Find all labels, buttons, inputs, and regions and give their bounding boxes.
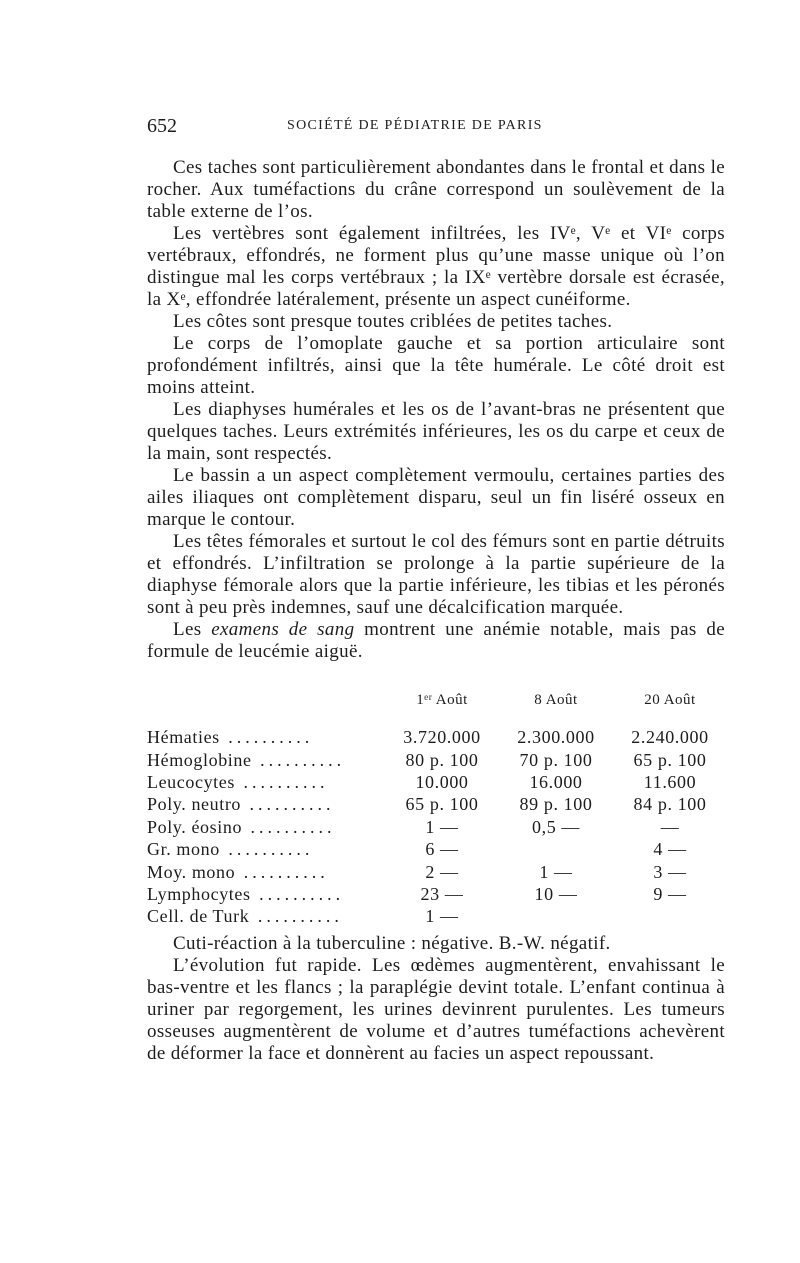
leader-dots: .......... — [249, 906, 343, 927]
paragraph: Les côtes sont presque toutes criblées de petites taches. — [173, 311, 613, 332]
value-cell: 2 — — [425, 861, 459, 882]
value-cell — [497, 838, 615, 860]
page-header — [147, 115, 725, 137]
row-label: Gr. mono — [147, 839, 220, 860]
row-label-cell — [147, 860, 387, 882]
value-cell — [497, 905, 615, 927]
blood-table-wrap — [147, 692, 725, 928]
leader-dots: .......... — [251, 749, 346, 770]
value-cell: 10.000 — [415, 771, 469, 792]
value-cell: 23 — — [420, 883, 464, 904]
value-cell: 1 — — [425, 906, 459, 927]
paragraph: Cuti-réaction à la tuberculine : négative. B.-W. négatif. — [173, 933, 611, 954]
row-label: Cell. de Turk — [147, 906, 250, 927]
value-cell: 80 p. 100 — [405, 749, 479, 770]
leader-dots: .......... — [234, 771, 329, 792]
value-cell: 2.300.000 — [517, 727, 595, 748]
value-cell: — — [660, 816, 680, 837]
row-label: Poly. éosino — [147, 816, 243, 837]
row-label-cell — [147, 793, 387, 815]
exam-text-after: montrent une anémie notable, mais pas de formule de leucémie aiguë. — [147, 619, 725, 662]
leader-dots: .......... — [241, 794, 335, 815]
value-cell: 9 — — [653, 883, 687, 904]
running-head: SOCIÉTÉ DE PÉDIATRIE DE PARIS — [287, 118, 543, 133]
row-label: Poly. neutro — [147, 794, 242, 815]
paragraph: Les têtes fémorales et surtout le col des fémurs sont en partie détruits et effondrés. L’infiltration se prolonge à la partie supérieure de la diaphyse fémorale alors que la partie inférieure, les tibias et les péronés sont à peu près indemnes, sauf une décalcification marquée. — [147, 531, 725, 618]
blood-table — [147, 692, 725, 928]
column-header: 8 Août — [534, 692, 578, 708]
value-cell: 89 p. 100 — [519, 794, 593, 815]
table-row — [147, 838, 725, 860]
table-body — [147, 726, 725, 928]
table-row — [147, 726, 725, 748]
value-cell: 65 p. 100 — [633, 749, 707, 770]
value-cell: 65 p. 100 — [405, 794, 479, 815]
value-cell: 16.000 — [529, 771, 583, 792]
row-label: Lymphocytes — [147, 883, 251, 904]
table-row — [147, 905, 725, 927]
column-header: 20 Août — [644, 692, 696, 708]
body-text — [147, 157, 725, 663]
row-label: Hématies — [147, 727, 220, 748]
column-header: 1ᵉʳ Août — [416, 692, 468, 708]
row-label: Hémoglobine — [147, 749, 252, 770]
paragraph: Les diaphyses humérales et les os de l’avant-bras ne présentent que quelques taches. Leurs extrémités inférieures, les os du carpe et ceux de la main, sont respectés. — [147, 399, 725, 464]
leader-dots: .......... — [219, 727, 314, 748]
table-row — [147, 816, 725, 838]
row-label-cell — [147, 838, 387, 860]
page-number: 652 — [147, 115, 177, 137]
table-row — [147, 793, 725, 815]
row-label-cell — [147, 726, 387, 748]
value-cell: 2.240.000 — [631, 727, 709, 748]
row-label-cell — [147, 816, 387, 838]
leader-dots: .......... — [235, 861, 329, 882]
row-label-cell — [147, 748, 387, 770]
value-cell: 70 p. 100 — [519, 749, 593, 770]
value-cell: 3.720.000 — [403, 727, 481, 748]
table-header-row — [147, 692, 725, 726]
row-label-cell — [147, 905, 387, 927]
value-cell: 10 — — [534, 883, 578, 904]
exam-text-before: Les — [173, 619, 212, 640]
leader-dots: .......... — [219, 839, 314, 860]
row-label: Leucocytes — [147, 771, 235, 792]
value-cell: 84 p. 100 — [633, 794, 707, 815]
paragraph: Le corps de l’omoplate gauche et sa portion articulaire sont profondément infiltrés, ainsi que la tête humérale. Le côté droit est moins atteint. — [147, 333, 725, 398]
value-cell: 3 — — [653, 861, 687, 882]
value-cell: 6 — — [425, 839, 459, 860]
exam-paragraph — [147, 619, 725, 663]
paragraph: L’évolution fut rapide. Les œdèmes augmentèrent, envahissant le bas-ventre et les flancs ; la paraplégie devint totale. L’enfant continua à uriner par regorgement, les urines devinrent purulentes. Les tumeurs osseuses augmentèrent de volume et d’autres tuméfactions achevèrent de déformer la face et donnèrent au facies un aspect repoussant. — [147, 955, 725, 1064]
value-cell: 1 — — [425, 816, 459, 837]
paragraph: Ces taches sont particulièrement abondantes dans le frontal et dans le rocher. Aux tuméfactions du crâne correspond un soulèvement de la table externe de l’os. — [147, 157, 725, 222]
row-label: Moy. mono — [147, 861, 236, 882]
closing-text — [147, 933, 725, 1065]
leader-dots: .......... — [242, 816, 336, 837]
value-cell — [615, 905, 725, 927]
value-cell: 0,5 — — [532, 816, 580, 837]
value-cell: 4 — — [653, 839, 687, 860]
row-label-cell — [147, 883, 387, 905]
value-cell: 11.600 — [643, 771, 697, 792]
exam-text-italic: examens de sang — [211, 619, 355, 640]
leader-dots: .......... — [250, 883, 345, 904]
paragraph: Les vertèbres sont également infiltrées, les IVᵉ, Vᵉ et VIᵉ corps vertébraux, effondrés, ne forment plus qu’une masse unique où l’on distingue mal les corps vertébraux ; la IXᵉ vertèbre dorsale est écrasée, la Xᵉ, effondrée latéralement, présente un aspect cunéiforme. — [147, 223, 725, 310]
header-empty — [147, 692, 387, 726]
table-row — [147, 748, 725, 770]
table-row — [147, 860, 725, 882]
paragraph: Le bassin a un aspect complètement vermoulu, certaines parties des ailes iliaques ont complètement disparu, seul un fin liséré osseux en marque le contour. — [147, 465, 725, 530]
table-row — [147, 771, 725, 793]
row-label-cell — [147, 771, 387, 793]
value-cell: 1 — — [539, 861, 573, 882]
table-row — [147, 883, 725, 905]
